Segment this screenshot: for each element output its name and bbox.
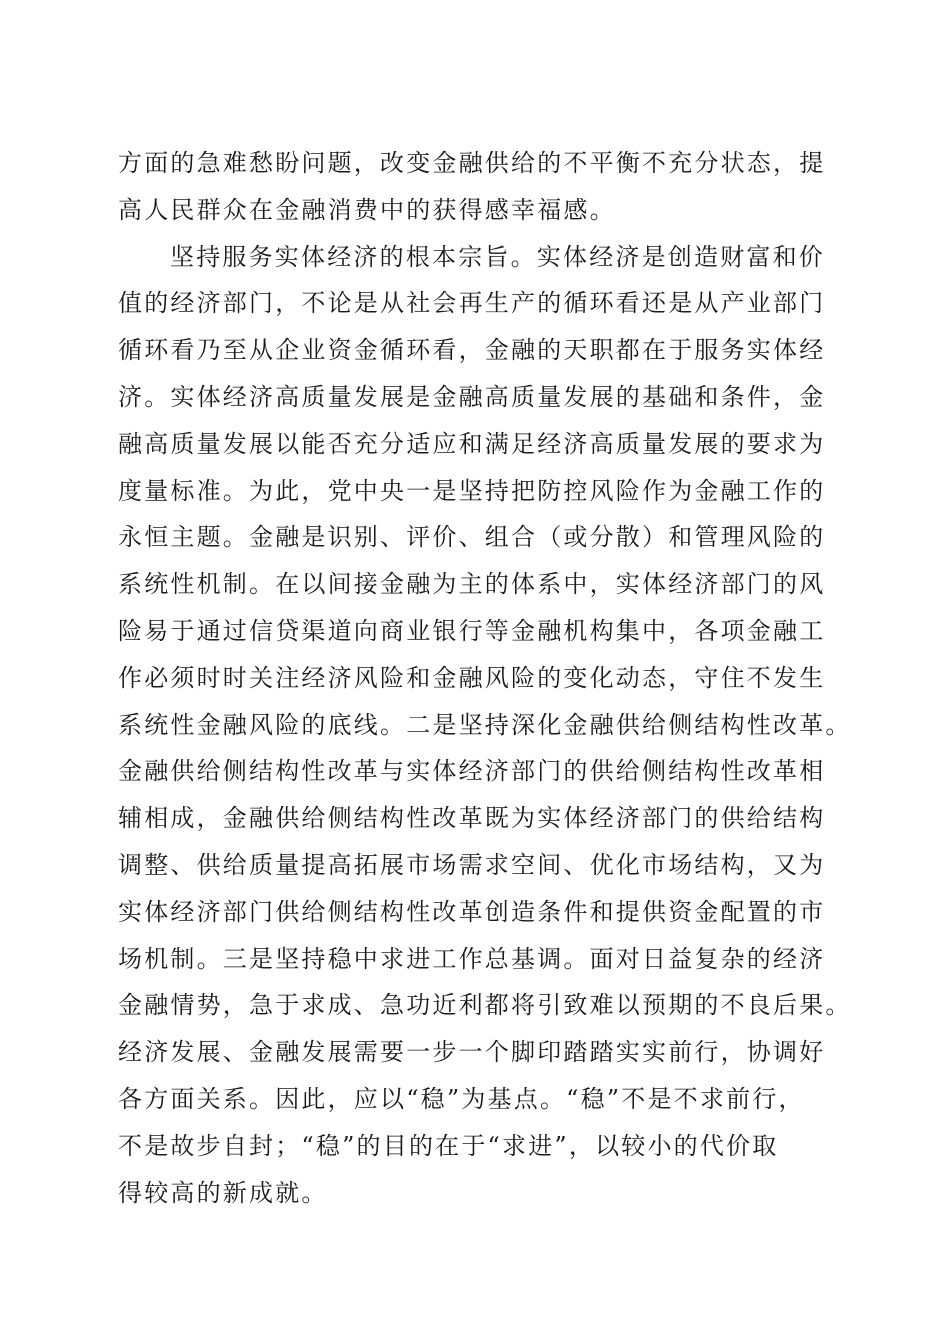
text-line: 各方面关系。因此，应以“稳”为基点。“稳”不是不求前行， xyxy=(118,1084,805,1113)
text-line: 永恒主题。金融是识别、评价、组合（或分散）和管理风险的 xyxy=(118,523,826,552)
text-line: 方面的急难愁盼问题，改变金融供给的不平衡不充分状态，提 xyxy=(118,149,826,177)
text-line: 金融供给侧结构性改革与实体经济部门的供给侧结构性改革相 xyxy=(118,757,826,786)
text-line: 循环看乃至从企业资金循环看，金融的天职都在于服务实体经 xyxy=(118,336,826,365)
text-line: 辅相成，金融供给侧结构性改革既为实体经济部门的供给结构 xyxy=(118,804,826,833)
text-line: 高人民群众在金融消费中的获得感幸福感。 xyxy=(118,195,616,224)
text-line: 险易于通过信贷渠道向商业银行等金融机构集中，各项金融工 xyxy=(118,616,826,645)
text-line: 不是故步自封；“稳”的目的在于“求进”，以较小的代价取 xyxy=(118,1131,779,1160)
text-line: 经济发展、金融发展需要一步一个脚印踏踏实实前行，协调好 xyxy=(118,1038,826,1067)
text-line: 值的经济部门，不论是从社会再生产的循环看还是从产业部门 xyxy=(118,289,826,318)
text-line: 得较高的新成就。 xyxy=(118,1178,328,1207)
text-line: 度量标准。为此，党中央一是坚持把防控风险作为金融工作的 xyxy=(118,476,826,505)
text-line: 济。实体经济高质量发展是金融高质量发展的基础和条件，金 xyxy=(118,382,826,411)
text-line: 金融情势，急于求成、急功近利都将引致难以预期的不良后果。 xyxy=(118,991,852,1020)
text-line: 融高质量发展以能否充分适应和满足经济高质量发展的要求为 xyxy=(118,429,826,458)
text-line: 实体经济部门供给侧结构性改革创造条件和提供资金配置的市 xyxy=(118,897,826,926)
text-line: 调整、供给质量提高拓展市场需求空间、优化市场结构，又为 xyxy=(118,850,826,879)
body-text xyxy=(118,140,852,1216)
text-line: 系统性金融风险的底线。二是坚持深化金融供给侧结构性改革。 xyxy=(118,710,852,739)
text-line: 系统性机制。在以间接金融为主的体系中，实体经济部门的风 xyxy=(118,570,826,599)
text-line: 场机制。三是坚持稳中求进工作总基调。面对日益复杂的经济 xyxy=(118,944,826,973)
text-line: 作必须时时关注经济风险和金融风险的变化动态，守住不发生 xyxy=(118,663,826,692)
paragraph-start-line: 坚持服务实体经济的根本宗旨。实体经济是创造财富和价 xyxy=(170,242,825,271)
